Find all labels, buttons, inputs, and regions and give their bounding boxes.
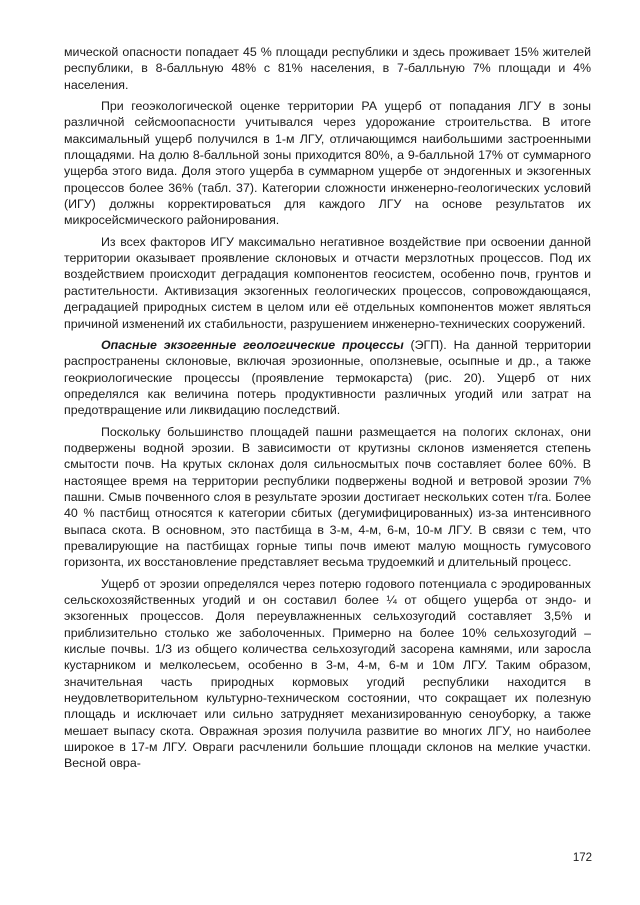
page-number: 172 [572,852,592,864]
paragraph-6: Ущерб от эрозии определялся через потерю годового потенциала с эродированных сельскохозяйственных угодий и он составил более ¼ от общего ущерба от эндо- и экзогенных процессов. Доля переувлажненных сельхозугодий составляет 3,5% и приблизительно столько же заболоченных. Примерно на более 10% сельхозугодий – кислые почвы. 1/3 из общего количества сельхозугодий засорена камнями, или заросла кустарником и мелколесьем, особенно в 3-м, 4-м, 6-м и 10м ЛГУ. Таким образом, значительная часть природных кормовых угодий республики находится в неудовлетворительном культурно-техническом состоянии, что сокращает их полезную площадь и исключает или сильно затрудняет механизированную сеноуборку, а также мешает выпасу скота. Овражная эрозия получила развитие во многих ЛГУ, но наиболее широкое в 17-м ЛГУ. Овраги расчленили большие площади склонов на мелкие участки. Весной овра- [64,576,591,771]
body-text [64,44,591,777]
paragraph-4 [64,337,591,419]
paragraph-5: Поскольку большинство площадей пашни размещается на пологих склонах, они подвержены водной эрозии. В зависимости от крутизны склонов изменяется степень смытости почв. На крутых склонах доля сильносмытых почв составляет более 60%. В настоящее время на территории республики подвержены водной и ветровой эрозии 7% пашни. Смыв почвенного слоя в результате эрозии достигает нескольких сотен т/га. Более 40 % пастбищ относятся к категории сбитых (дегумифицированных) из-за интенсивного выпаса скота. В основном, это пастбища в 3-м, 4-м, 6-м, 10-м ЛГУ. В связи с тем, что превалирующие на пастбищах горные типы почв имеют малую мощность гумусового горизонта, их восстановление представляет весьма трудоемкий и длительный процесс. [64,424,591,570]
paragraph-1: мической опасности попадает 45 % площади республики и здесь проживает 15% жителей республики, в 8-балльную 48% с 81% населения, в 7-балльную 7% площади и 4% населения. [64,45,591,92]
paragraph-2: При геоэкологической оценке территории РА ущерб от попадания ЛГУ в зоны различной сейсмоопасности учитывался через удорожание строительства. В итоге максимальный ущерб получился в 1-м ЛГУ, отличающимся наибольшими застроенными площадями. На долю 8-балльной зоны приходится 80%, а 9-балльной 17% от суммарного ущерба этого вида. Доля этого ущерба в суммарном ущербе от эндогенных и экзогенных процессов более 36% (табл. 37). Категории сложности инженерно-геологических условий (ИГУ) должны корректироваться для каждого ЛГУ на основе результатов их микросейсмического районирования. [64,99,591,228]
paragraph-3: Из всех факторов ИГУ максимально негативное воздействие при освоении данной территории оказывает проявление склоновых и отчасти мерзлотных процессов. Под их воздействием происходит деградация компонентов геосистем, особенно почв, грунтов и растительности. Активизация экзогенных геологических процессов, сопровождающаяся, деградацией природных систем в целом или её отдельных компонентов может являться причиной изменений их стабильности, разрушением инженерно-технических сооружений. [64,234,591,331]
paragraph-4-term: Опасные экзогенные геологические процессы [101,337,404,352]
paragraph-4-text: (ЭГП). На данной территории распространены склоновые, включая эрозионные, оползневые, осыпные и др., а также геокриологические процессы (проявление термокарста) (рис. 20). Ущерб от них определялся как величина потерь продуктивности различных угодий или затрат на предотвращение или ликвидацию последствий. [64,337,591,418]
